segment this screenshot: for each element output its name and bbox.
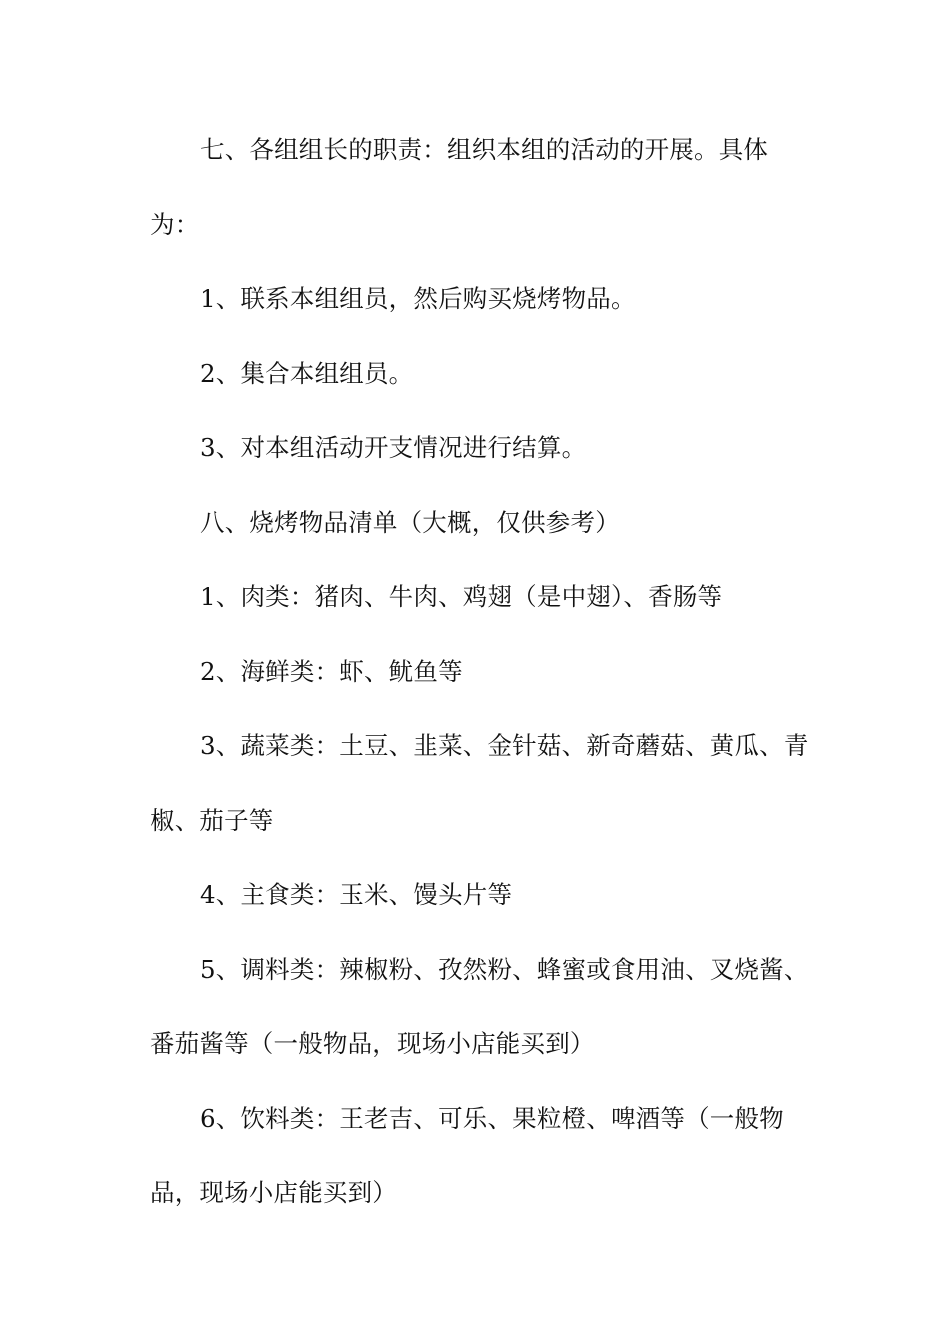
paragraph-item-seafood: 2、海鲜类：虾、鱿鱼等: [200, 656, 463, 686]
paragraph-section-8-list: 八、烧烤物品清单（大概，仅供参考）: [200, 507, 620, 537]
paragraph-duty-2: 2、集合本组组员。: [200, 358, 414, 388]
paragraph-item-seasonings: 5、调料类：辣椒粉、孜然粉、蜂蜜或食用油、叉烧酱、番茄酱等（一般物品，现场小店能买到）: [150, 954, 809, 1058]
document-body: [150, 113, 810, 1231]
paragraph-item-drinks: 6、饮料类：王老吉、可乐、果粒橙、啤酒等（一般物品，现场小店能买到）: [150, 1103, 784, 1207]
paragraph-section-7-duties: 七、各组组长的职责：组织本组的活动的开展。具体为：: [150, 135, 769, 239]
paragraph-item-vegetables: 3、蔬菜类：土豆、韭菜、金针菇、新奇蘑菇、黄瓜、青椒、茄子等: [150, 731, 809, 835]
paragraph-duty-3: 3、对本组活动开支情况进行结算。: [200, 433, 587, 462]
paragraph-item-meat: 1、肉类：猪肉、牛肉、鸡翅（是中翅）、香肠等: [200, 582, 723, 611]
paragraph-duty-1: 1、联系本组组员，然后购买烧烤物品。: [200, 284, 636, 313]
paragraph-item-staples: 4、主食类：玉米、馒头片等: [200, 880, 513, 909]
